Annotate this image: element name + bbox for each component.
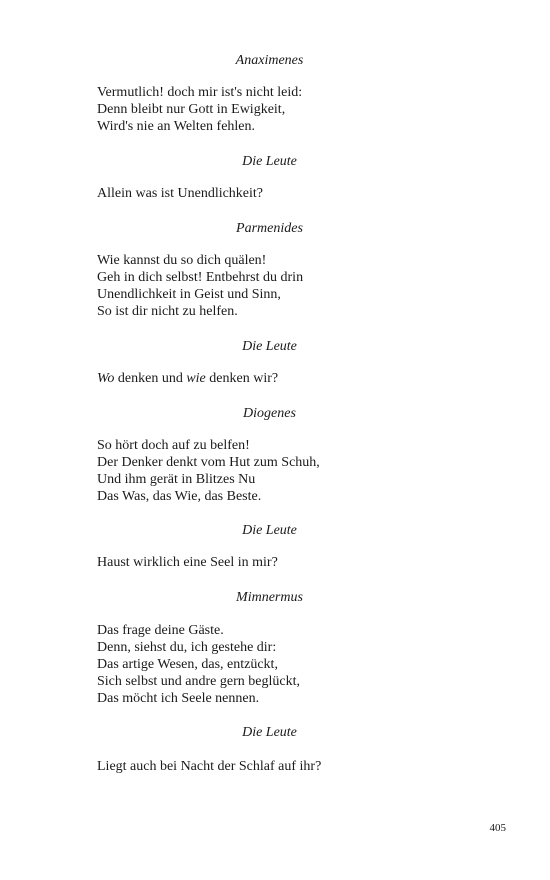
page-number: 405 xyxy=(489,822,506,834)
verse-text: denken wir? xyxy=(205,371,279,386)
verse-line: Wird's nie an Welten fehlen. xyxy=(97,119,256,134)
verse-line: Das frage deine Gäste. xyxy=(97,623,224,638)
verse-line: Liegt auch bei Nacht der Schlaf auf ihr? xyxy=(97,759,322,774)
stanza xyxy=(97,758,457,775)
verse-line: Wie kannst du so dich quälen! xyxy=(97,253,267,268)
verse-line: Und ihm gerät in Blitzes Nu xyxy=(97,472,256,487)
verse-text: denken und xyxy=(114,371,187,386)
verse-line: Unendlichkeit in Geist und Sinn, xyxy=(97,287,281,302)
stanza xyxy=(97,185,457,202)
speaker-name: Die Leute xyxy=(242,523,297,538)
verse-line: Der Denker denkt vom Hut zum Schuh, xyxy=(97,455,320,470)
verse-line xyxy=(97,370,457,387)
speaker-name: Mimnermus xyxy=(236,590,303,605)
speaker-name: Die Leute xyxy=(242,725,297,740)
emphasis-word: wie xyxy=(186,371,206,386)
stanza xyxy=(97,622,457,707)
stanza xyxy=(97,370,457,387)
speaker-name: Die Leute xyxy=(242,339,297,354)
verse-line: Das Was, das Wie, das Beste. xyxy=(97,489,262,504)
verse-line: Geh in dich selbst! Entbehrst du drin xyxy=(97,270,304,285)
speaker-name: Anaximenes xyxy=(235,53,304,68)
speaker-name: Die Leute xyxy=(242,154,297,169)
speaker-name: Diogenes xyxy=(243,406,296,421)
verse-line: So ist dir nicht zu helfen. xyxy=(97,304,238,319)
emphasis-word: Wo xyxy=(97,371,115,386)
verse-line: So hört doch auf zu belfen! xyxy=(97,438,250,453)
stanza xyxy=(97,554,457,571)
speaker-name: Parmenides xyxy=(236,221,303,236)
verse-line: Denn, siehst du, ich gestehe dir: xyxy=(97,640,277,655)
stanza xyxy=(97,252,457,320)
stanza xyxy=(97,437,457,505)
verse-line: Haust wirklich eine Seel in mir? xyxy=(97,555,278,570)
verse-line: Vermutlich! doch mir ist's nicht leid: xyxy=(97,85,303,100)
verse-line: Sich selbst und andre gern beglückt, xyxy=(97,674,300,689)
stanza xyxy=(97,84,457,135)
verse-line: Das möcht ich Seele nennen. xyxy=(97,691,260,706)
verse-line: Das artige Wesen, das, entzückt, xyxy=(97,657,278,672)
verse-line: Denn bleibt nur Gott in Ewigkeit, xyxy=(97,102,286,117)
verse-line: Allein was ist Unendlichkeit? xyxy=(97,186,264,201)
